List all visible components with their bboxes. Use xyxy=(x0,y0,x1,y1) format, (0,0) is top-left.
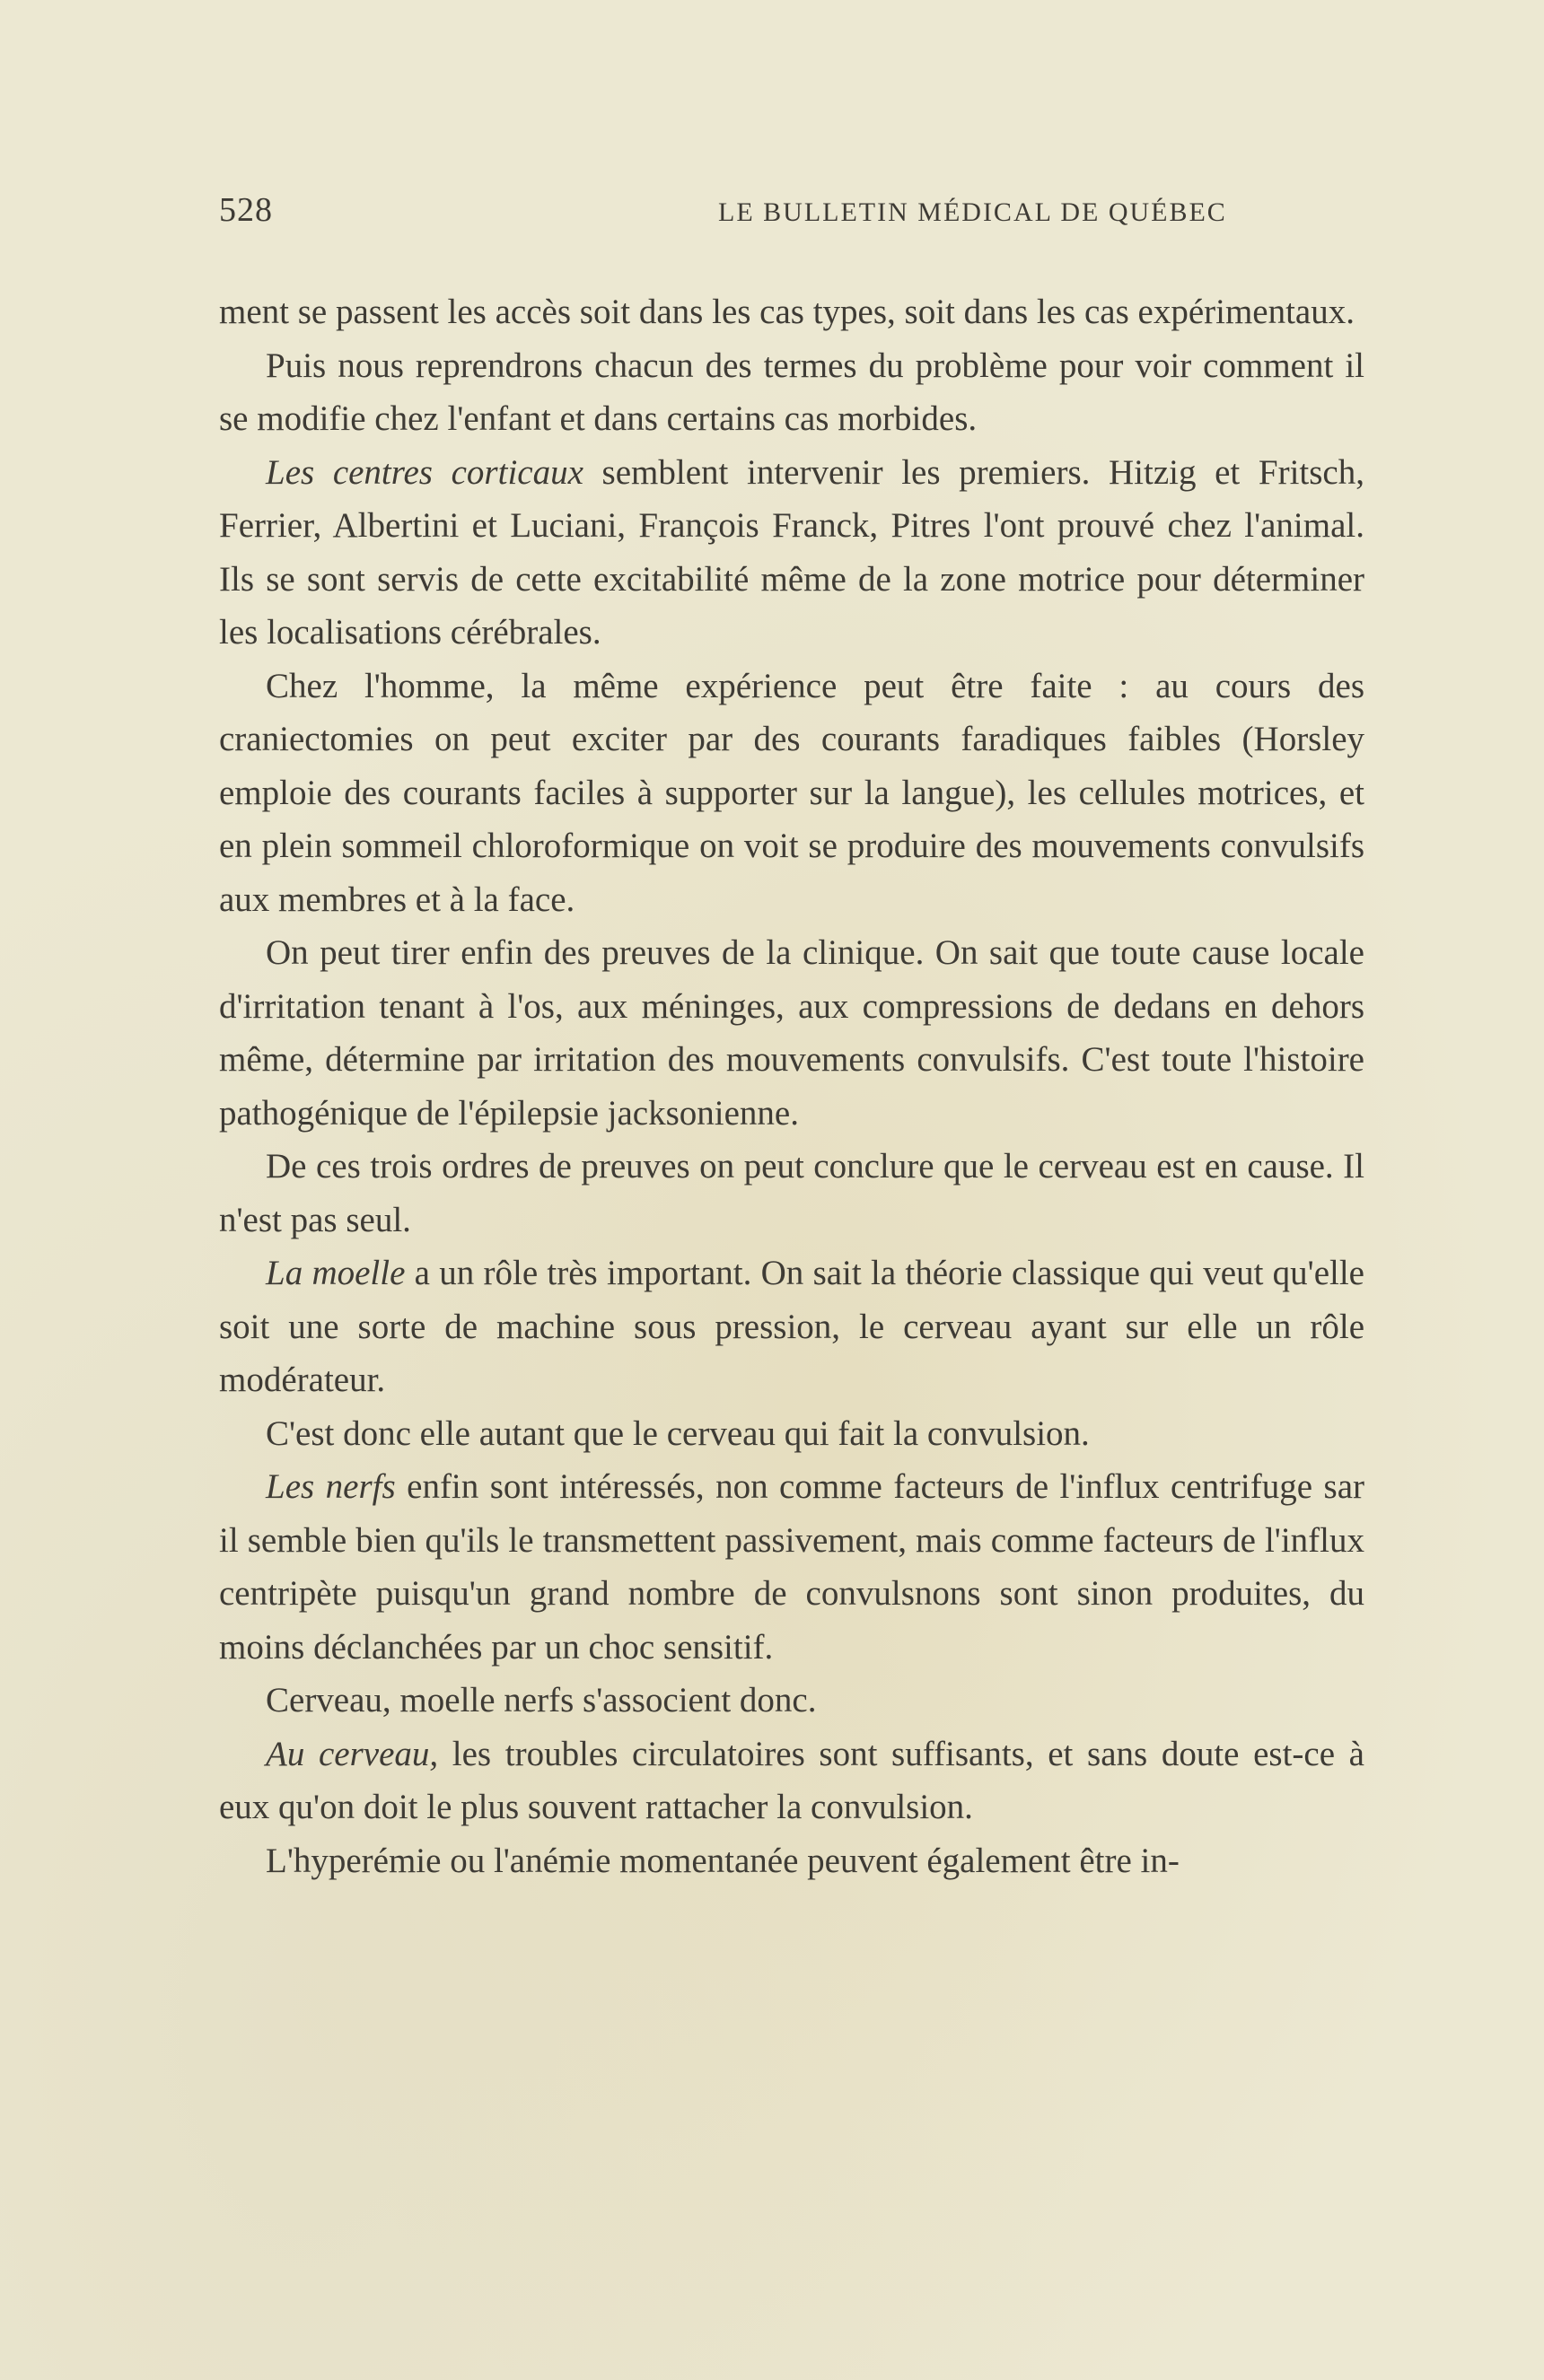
paragraph xyxy=(219,339,1364,446)
paragraph-text: C'est donc elle autant que le cerveau qui fait la convulsion. xyxy=(266,1413,1090,1453)
paragraph xyxy=(219,926,1364,1140)
paragraph-text: enfin sont intéressés, non comme facteurs de l'influx centrifuge sar il semble bien qu'ils le transmettent passivement, mais comme facteurs de l'influx centripète puisqu'un grand nombre de convulsnons sont sinon produites, du moins déclanchées par un choc sensitif. xyxy=(219,1467,1364,1667)
paragraph xyxy=(219,1674,1364,1728)
paragraph xyxy=(219,285,1364,339)
paragraph xyxy=(219,660,1364,927)
page-number: 528 xyxy=(219,191,273,229)
paragraph-text: semblent intervenir les premiers. Hitzig et Fritsch, Ferrier, Albertini et Luciani, François Franck, Pitres l'ont prouvé chez l'animal. Ils se sont servis de cette excitabilité même de la zone motrice pour déterminer les localisations cérébrales. xyxy=(219,452,1364,652)
paragraph-text: Puis nous reprendrons chacun des termes du problème pour voir comment il se modifie chez l'enfant et dans certains cas morbides. xyxy=(219,346,1364,438)
italic-term: Au cerveau, xyxy=(266,1734,439,1773)
paragraph xyxy=(219,1140,1364,1247)
paragraph-text: les troubles circulatoires sont suffisants, et sans doute est-ce à eux qu'on doit le plus souvent rattacher la convulsion. xyxy=(219,1734,1364,1826)
paragraph xyxy=(219,1834,1364,1888)
paragraph-text: ment se passent les accès soit dans les cas types, soit dans les cas expérimentaux. xyxy=(219,293,1355,331)
paragraph-text: L'hyperémie ou l'anémie momentanée peuvent également être in- xyxy=(266,1841,1180,1880)
paragraph-text: Chez l'homme, la même expérience peut être faite : au cours des craniectomies on peut exciter par des courants faradiques faibles (Horsley emploie des courants faciles à supporter sur la langue), les cellules motrices, et en plein sommeil chloroformique on voit se produire des mouvements convulsifs aux membres et à la face. xyxy=(219,666,1364,919)
paragraph xyxy=(219,1728,1364,1834)
page-header xyxy=(219,190,1368,235)
paragraph xyxy=(219,1247,1364,1407)
paragraph-text: Cerveau, moelle nerfs s'associent donc. xyxy=(266,1681,817,1719)
paragraph-text: a un rôle très important. On sait la théorie classique qui veut qu'elle soit une sorte de machine sous pression, le cerveau ayant sur elle un rôle modérateur. xyxy=(219,1254,1364,1399)
paragraph xyxy=(219,1460,1364,1674)
paragraph-text: De ces trois ordres de preuves on peut conclure que le cerveau est en cause. Il n'est pas seul. xyxy=(219,1147,1364,1239)
paragraph xyxy=(219,1407,1364,1461)
italic-term: La moelle xyxy=(266,1254,406,1292)
italic-term: Les centres corticaux xyxy=(266,452,583,492)
paragraph-text: On peut tirer enfin des preuves de la clinique. On sait que toute cause locale d'irritation tenant à l'os, aux méninges, aux compressions de dedans en dehors même, détermine par irritation des mouvements convulsifs. C'est toute l'histoire pathogénique de l'épilepsie jacksonienne. xyxy=(219,933,1364,1133)
paragraph xyxy=(219,446,1364,660)
running-head: LE BULLETIN MÉDICAL DE QUÉBEC xyxy=(718,197,1227,227)
body-text xyxy=(219,285,1364,1887)
italic-term: Les nerfs xyxy=(266,1467,396,1506)
